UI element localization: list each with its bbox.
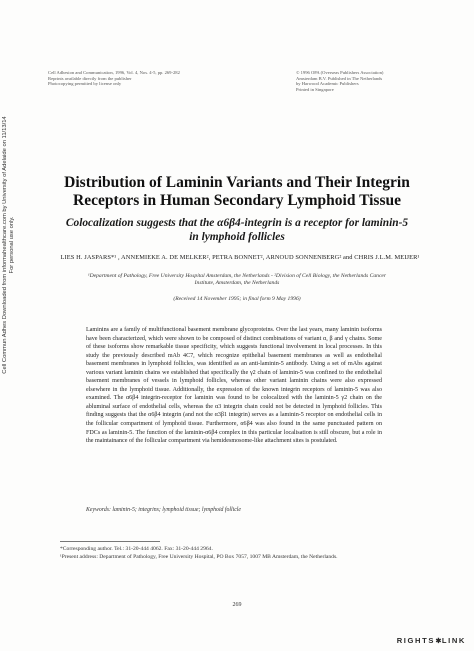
author-list: LIES H. JASPARS*¹ , ANNEMIEKE A. DE MELKER², PETRA BONNET², ARNOUD SONNENBERG² and CHRIS J.L.M. MEIJER¹ bbox=[60, 254, 420, 261]
header-left-line: Reprints available directly from the publisher bbox=[48, 75, 132, 81]
affiliation: ¹Department of Pathology, Free University Hospital Amsterdam, the Netherlands - ²Division of Cell Biology, the Netherlands Cancer bbox=[87, 273, 387, 279]
footnote: *Corresponding author. Tel.: 31-20-444 4062. Fax: 31-20-444 2964. bbox=[60, 546, 213, 552]
download-notice bbox=[2, 80, 16, 410]
download-notice-line: For personal use only. bbox=[9, 216, 15, 274]
page-number: 269 bbox=[232, 602, 242, 608]
header-right-line: by Harwood Academic Publishers bbox=[296, 81, 359, 87]
abstract: Laminins are a family of multifunctional basement membrane glycoproteins. Over the last years, many laminin isoforms have been characterized, which were shown to be composed of distinct combinations of variant α, β and γ chains. Some of these isoforms show remarkable tissue specificity, which suggests functional involvement in local processes. In this study the previously described mAb 4C7, which recognize epithelial basement membranes as well as endothelial basement membranes in lymphoid follicles, was identified as an anti-laminin-5 antibody. Using a set of mAbs against various variant laminin chains we established that specifically the γ2 chain of laminin-5 was confined to the endothelial basement membranes of vessels in lymphoid follicles, whereas other variant laminin chains were also expressed elsewhere in the lymphoid tissue. Additionally, the expression of the known integrin receptors of laminin-5 was also examined. The α6β4 integrin-receptor for laminin was found to be colocalized with the laminin-5 γ2 chain on the abluminal surface of endothelial cells, whereas the α3 integrin chain could not be detected in lymphoid follicles. This finding suggests that the α6β4 integrin (and not the α3β1 integrin) serves as a laminin-5 receptor on endothelial cells in the follicular compartment of lymphoid tissue. Furthermore, α6β4 was also found in the same punctuated pattern on FDCs as laminin-5. The function of the laminin-α6β4 complex in this particular localisation is still obscure, but a role in the maintainance of the follicular compartment via hemidesmosome-like attachment sites is postulated. bbox=[86, 327, 382, 445]
rightslink-logo-text: LINK bbox=[441, 636, 466, 645]
received-date: (Received 14 November 1995; in final form 9 May 1996) bbox=[173, 296, 301, 302]
journal-header-left bbox=[48, 70, 238, 87]
paper-subtitle: in lymphoid follicles bbox=[189, 231, 285, 243]
header-right-line: Printed in Singapore bbox=[296, 86, 334, 92]
affiliation: Institute, Amsterdam, the Netherlands bbox=[194, 280, 280, 286]
header-left-line: Photocopying permitted by license only bbox=[48, 81, 122, 87]
header-right-line: Amsterdam B.V. Published in The Netherlands bbox=[296, 75, 383, 81]
paper-subtitle: Colocalization suggests that the α6β4-integrin is a receptor for laminin-5 bbox=[65, 217, 409, 229]
footnote-rule bbox=[60, 541, 160, 542]
header-right-line: © 1996 OPA (Overseas Publishers Association) bbox=[296, 70, 384, 75]
footnote: ¹Present address: Department of Pathology, Free University Hospital, PO Box 7057, 1007 MB Amsterdam, the Netherlands. bbox=[60, 554, 338, 560]
paper-title: Receptors in Human Secondary Lymphoid Tissue bbox=[73, 192, 401, 209]
download-notice-line: Cell Commun Adhes Downloaded from informahealthcare.com by University of Adelaide on 11/13/14 bbox=[2, 116, 8, 374]
star-icon: ✱ bbox=[435, 637, 442, 645]
header-left-line: Cell Adhesion and Communication, 1996, Vol. 4, Nos. 4-5, pp. 269-282 bbox=[48, 70, 180, 75]
journal-header-right bbox=[296, 70, 446, 92]
rightslink-logo[interactable] bbox=[397, 636, 466, 645]
keywords: Keywords: laminin-5; integrins; lymphoid tissue; lymphoid follicle bbox=[86, 507, 241, 513]
paper-title: Distribution of Laminin Variants and Their Integrin bbox=[64, 174, 410, 191]
rightslink-logo-text: RIGHTS bbox=[396, 636, 435, 645]
